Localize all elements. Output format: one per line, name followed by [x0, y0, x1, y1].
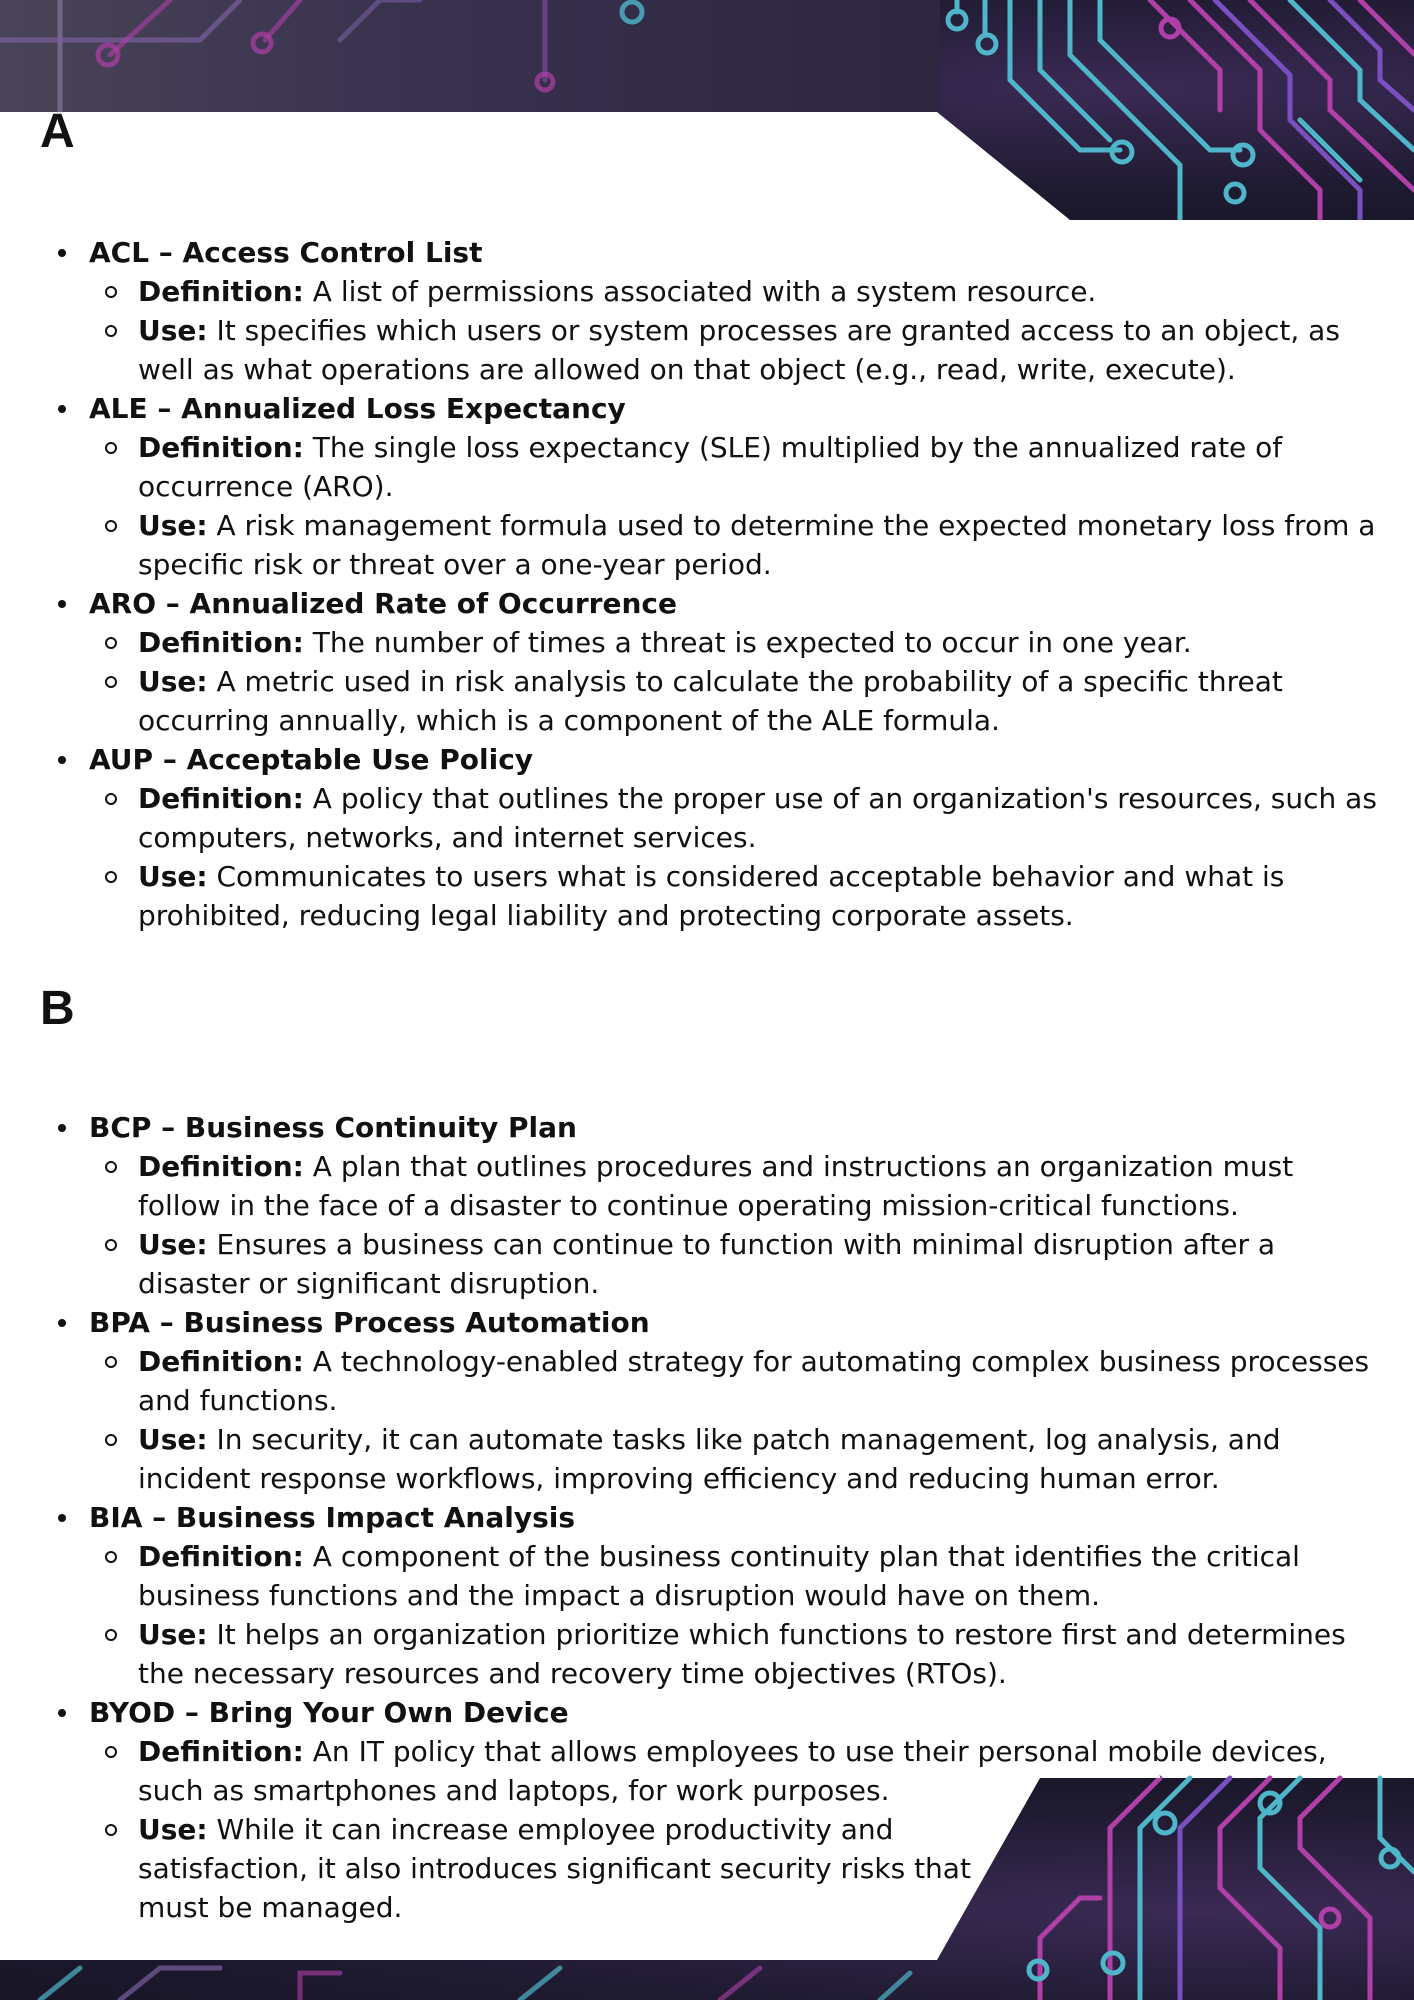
definition-label: Definition: — [138, 782, 304, 815]
use-label: Use: — [138, 1423, 208, 1456]
term-definition — [89, 623, 1380, 662]
use-text: Ensures a business can continue to function with minimal disruption after a disaster or significant disruption. — [138, 1228, 1276, 1300]
term-title: ALE – Annualized Loss Expectancy — [89, 392, 626, 425]
use-label: Use: — [138, 1813, 208, 1846]
definition-text: An IT policy that allows employees to use their personal mobile devices, such as smartphones and laptops, for work purposes. — [138, 1735, 1327, 1807]
definition-text: A policy that outlines the proper use of an organization's resources, such as computers, networks, and internet services. — [138, 782, 1377, 854]
definition-text: A component of the business continuity plan that identifies the critical business functions and the impact a disruption would have on them. — [138, 1540, 1300, 1612]
term-use — [89, 662, 1380, 740]
term-details — [89, 1537, 1380, 1693]
term-item — [0, 1108, 1380, 1303]
term-definition — [89, 1732, 1380, 1810]
term-item — [0, 740, 1380, 935]
term-use — [89, 1225, 1380, 1303]
term-item — [0, 1693, 1380, 1927]
definition-text: The number of times a threat is expected to occur in one year. — [312, 626, 1192, 659]
term-list-a — [0, 233, 1380, 935]
term-list-b — [0, 1108, 1380, 1927]
use-label: Use: — [138, 665, 208, 698]
use-label: Use: — [138, 860, 208, 893]
term-title: BPA – Business Process Automation — [89, 1306, 650, 1339]
term-title: BCP – Business Continuity Plan — [89, 1111, 577, 1144]
term-details — [89, 1147, 1380, 1303]
term-item — [0, 233, 1380, 389]
term-details — [89, 779, 1380, 935]
use-label: Use: — [138, 1618, 208, 1651]
term-item — [0, 1498, 1380, 1693]
use-text: It specifies which users or system processes are granted access to an object, as well as what operations are allowed on that object (e.g., read, write, execute). — [138, 314, 1340, 386]
term-title: ARO – Annualized Rate of Occurrence — [89, 587, 677, 620]
definition-label: Definition: — [138, 431, 304, 464]
definition-text: A list of permissions associated with a system resource. — [312, 275, 1097, 308]
term-definition — [89, 272, 1380, 311]
use-text: It helps an organization prioritize which functions to restore first and determines the necessary resources and recovery time objectives (RTOs). — [138, 1618, 1346, 1690]
term-definition — [89, 779, 1380, 857]
term-details — [89, 272, 1380, 389]
definition-label: Definition: — [138, 626, 304, 659]
term-item — [0, 389, 1380, 584]
definition-text: The single loss expectancy (SLE) multiplied by the annualized rate of occurrence (ARO). — [138, 431, 1283, 503]
definition-label: Definition: — [138, 1345, 304, 1378]
use-label: Use: — [138, 1228, 208, 1261]
definition-label: Definition: — [138, 1735, 304, 1768]
use-text: While it can increase employee productivity and satisfaction, it also introduces significant security risks that must be managed. — [138, 1813, 971, 1924]
term-use — [89, 1810, 1380, 1927]
term-use — [89, 506, 1380, 584]
term-title: BIA – Business Impact Analysis — [89, 1501, 576, 1534]
term-definition — [89, 1147, 1380, 1225]
section-heading-a: A — [40, 105, 75, 158]
term-item — [0, 1303, 1380, 1498]
term-use — [89, 311, 1380, 389]
term-use — [89, 1615, 1380, 1693]
term-details — [89, 1732, 1380, 1927]
section-heading-b: B — [40, 982, 75, 1035]
term-title: AUP – Acceptable Use Policy — [89, 743, 534, 776]
term-title: ACL – Access Control List — [89, 236, 483, 269]
definition-label: Definition: — [138, 275, 304, 308]
definition-text: A plan that outlines procedures and instructions an organization must follow in the face of a disaster to continue operating mission-critical functions. — [138, 1150, 1294, 1222]
use-text: A metric used in risk analysis to calculate the probability of a specific threat occurring annually, which is a component of the ALE formula. — [138, 665, 1283, 737]
term-definition — [89, 428, 1380, 506]
term-definition — [89, 1342, 1380, 1420]
use-text: A risk management formula used to determine the expected monetary loss from a specific risk or threat over a one-year period. — [138, 509, 1376, 581]
term-use — [89, 1420, 1380, 1498]
term-item — [0, 584, 1380, 740]
use-label: Use: — [138, 509, 208, 542]
definition-label: Definition: — [138, 1150, 304, 1183]
term-definition — [89, 1537, 1380, 1615]
use-text: Communicates to users what is considered acceptable behavior and what is prohibited, reducing legal liability and protecting corporate assets. — [138, 860, 1285, 932]
term-use — [89, 857, 1380, 935]
term-details — [89, 623, 1380, 740]
term-details — [89, 1342, 1380, 1498]
term-title: BYOD – Bring Your Own Device — [89, 1696, 569, 1729]
definition-label: Definition: — [138, 1540, 304, 1573]
definition-text: A technology-enabled strategy for automating complex business processes and functions. — [138, 1345, 1370, 1417]
use-text: In security, it can automate tasks like patch management, log analysis, and incident response workflows, improving efficiency and reducing human error. — [138, 1423, 1281, 1495]
use-label: Use: — [138, 314, 208, 347]
term-details — [89, 428, 1380, 584]
